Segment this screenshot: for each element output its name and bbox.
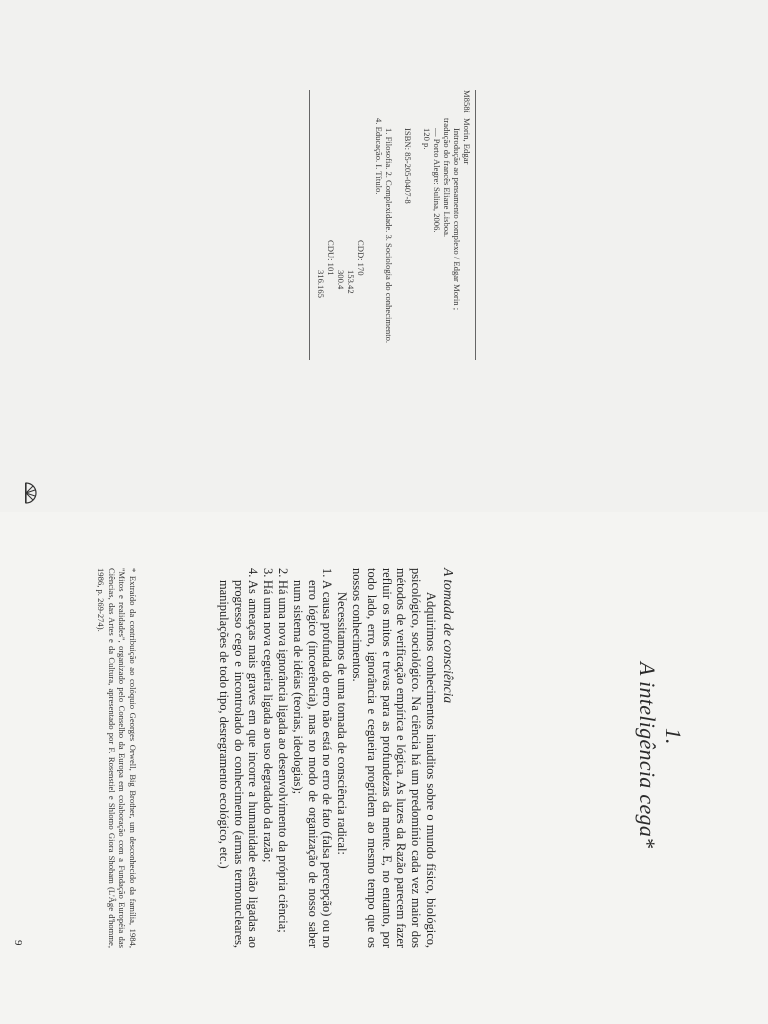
footnote: * Extraído da contribuição ao colóquio Georges Orwell, Big Brother, um desconhecido da família, 1984, "Mitos e realidades", organizado pelo Conselho da Europa em colaboração com a Fundação Européia das Ciências, das Artes e da Cultura, apresentado por F. Rosenstiel e Shlomo Giora Shoham (L'Âge d'homme, 1986, p. 269-274).: [96, 568, 138, 948]
catalog-title-line: Introdução ao pensamento complexo / Edgar Morin ;: [452, 128, 462, 311]
catalog-card: [309, 90, 476, 360]
catalog-subjects-line: 1. Filosofia. 2. Complexidade. 3. Sociologia do conhecimento.: [384, 128, 394, 344]
numbered-list: [216, 568, 334, 948]
list-item-number: 1.: [320, 568, 335, 578]
catalog-classification: [316, 90, 366, 360]
list-item-text: As ameaças mais graves em que incorre a humanidade estão ligadas ao progresso cego e incontrolado do conhecimento (armas termonucleares, manipulações de todo tipo, desregramento ecológico, etc.): [216, 580, 261, 948]
list-item-text: A causa profunda do erro não está no erro de fato (falsa percepção) ou no erro lógico (incoerência), mas no modo de organização de nosso saber num sistema de idéias (teorias, ideologias);: [290, 580, 335, 948]
publisher-logo-icon: [24, 482, 38, 504]
catalog-isbn: ISBN: 85-205-0407-8: [403, 128, 413, 204]
catalog-author: Morin, Edgar: [462, 118, 472, 165]
catalog-cdd-number: 153.42: [346, 270, 356, 294]
catalog-top-rule: [475, 90, 476, 360]
list-item: [275, 568, 290, 948]
radical-paragraph: Necessitamos de uma tomada de consciência radical:: [335, 592, 350, 855]
catalog-title-line: — Porto Alegre: Sulina, 2006.: [432, 128, 442, 233]
intro-paragraph: Adquirimos conhecimentos inauditos sobre o mundo físico, biológico, psicológico, sociológico. Na ciência há um predomínio cada vez maior dos métodos de verificação empírica e lógica. As luzes da Razão parecem fazer refluir os mitos e trevas para as profundezas da mente. E, no entanto, por todo lado, erro, ignorância e cegueira progridem ao mesmo tempo que os nossos conhecimentos.: [350, 568, 438, 948]
list-item: [290, 568, 334, 948]
catalog-title-line: tradução do francês Eliane Lisboa.: [442, 118, 452, 238]
catalog-cdd-number: 300.4: [336, 270, 346, 290]
chapter-body: [216, 568, 438, 948]
chapter-title: A inteligência cega*: [635, 662, 660, 849]
catalog-title-line: 120 p.: [422, 128, 432, 150]
list-item-number: 3.: [261, 568, 276, 578]
catalog-code: M858i: [462, 90, 472, 113]
list-item-text: Há uma nova cegueira ligada ao uso degradado da razão;: [261, 580, 276, 863]
list-item: [216, 568, 260, 948]
list-item-number: 4.: [246, 568, 261, 578]
list-item-number: 2.: [276, 568, 291, 578]
section-heading: A tomada de consciência: [441, 568, 456, 704]
chapter-number: 1.: [661, 728, 686, 745]
catalog-cdu-number: 316.165: [316, 270, 326, 298]
catalog-bottom-rule: [309, 90, 310, 360]
list-item: [260, 568, 275, 948]
list-item-text: Há uma nova ignorância ligada ao desenvolvimento da própria ciência;: [276, 580, 291, 933]
catalog-cdu: CDU: 101: [326, 240, 336, 276]
page-number: 9: [12, 940, 24, 946]
catalog-cdd: CDD: 170: [356, 240, 366, 276]
catalog-subjects-line: 4. Educação. I. Título.: [374, 118, 384, 195]
